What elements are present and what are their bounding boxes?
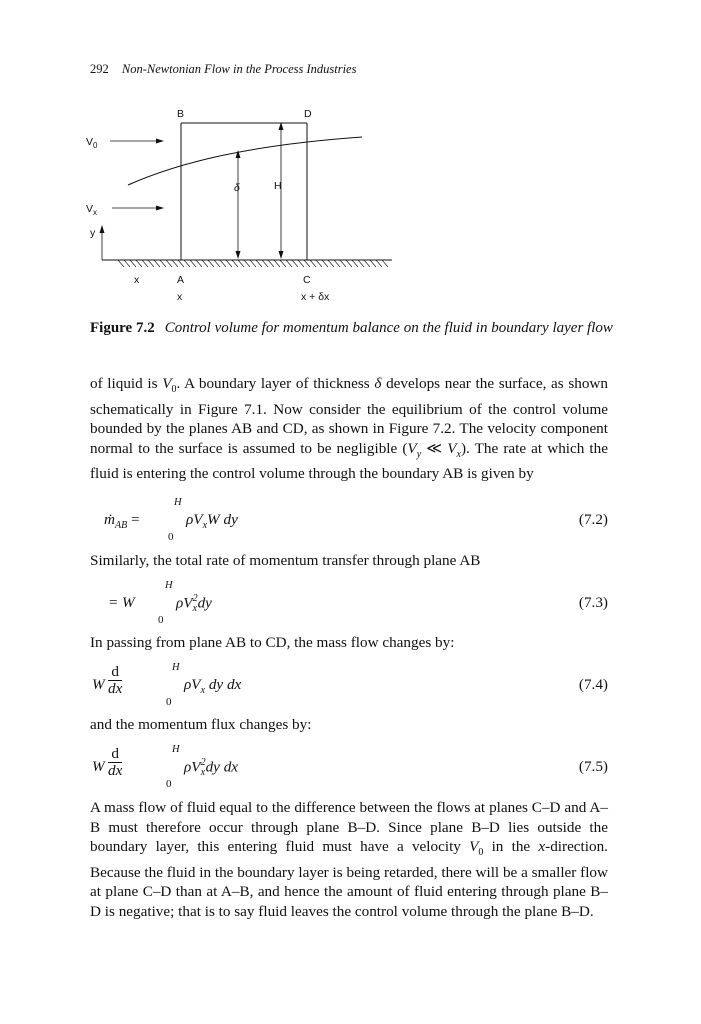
label-a: A bbox=[177, 274, 185, 286]
label-x-plus-dx: x + δx bbox=[301, 291, 330, 303]
label-y: y bbox=[90, 227, 96, 239]
label-delta: δ bbox=[234, 182, 240, 194]
label-v0: $V_0$ bbox=[86, 136, 98, 150]
equation-7-4: W $\frac{d}{dx}$ H 0 $\rho V_x$ dy dx (7.4) bbox=[92, 662, 608, 708]
figure-caption bbox=[90, 319, 615, 338]
page-number: 292 bbox=[90, 62, 109, 76]
figure-7-2 bbox=[80, 100, 400, 315]
book-title: Non-Newtonian Flow in the Process Industries bbox=[121, 62, 357, 76]
caption-label: Figure 7.2 bbox=[90, 320, 155, 336]
label-h: H bbox=[274, 180, 282, 192]
running-header bbox=[90, 62, 356, 77]
label-vx: $V_x$ bbox=[86, 203, 98, 217]
label-d: D bbox=[304, 108, 312, 120]
caption-text: Control volume for momentum balance on the fluid in boundary layer flow bbox=[164, 320, 613, 336]
surface-hatching bbox=[118, 260, 388, 267]
equation-7-3: = W H 0 ρV 2 x dy (7.3) bbox=[108, 580, 608, 626]
paragraph-3: In passing from plane AB to CD, the mass flow changes by: bbox=[90, 634, 455, 651]
paragraph-5: A mass flow of fluid equal to the difference between the flows at planes C–D and A–B must therefore occur through plane B–D. Since plane B–D lies outside the boundary layer, this entering fluid must have a velocity $V_0$ in the x-direction. Because the fluid in the boundary layer is being retarded, there will be a smaller flow at plane C–D than at A–B, and hence the amount of fluid entering through plane B–D is negative; that is to say fluid leaves the control volume through the plane B–D. bbox=[90, 799, 608, 920]
paragraph-4: and the momentum flux changes by: bbox=[90, 716, 312, 733]
equation-7-2: ṁ$_{AB}$ = H 0 $\rho V_xW$ dy (7.2) bbox=[104, 497, 608, 543]
paragraph-1: of liquid is $V_0$. A boundary layer of thickness δ develops near the surface, as shown schematically in Figure 7.1. Now consider the equilibrium of the control volume bounded by the planes AB and CD, as shown in Figure 7.2. The velocity component normal to the surface is assumed to be negligible ($V_y$ ≪ $V_x$). The rate at which the fluid is entering the control volume through the boundary AB is given by bbox=[90, 375, 608, 483]
equation-7-5: W $\frac{d}{dx}$ H 0 ρV 2 x dy dx (7.5) bbox=[92, 744, 608, 790]
control-volume-diagram bbox=[80, 100, 400, 315]
label-x-axis: x bbox=[134, 274, 140, 286]
label-x-pos: x bbox=[177, 291, 183, 303]
boundary-layer-edge bbox=[128, 137, 362, 185]
paragraph-2: Similarly, the total rate of momentum transfer through plane AB bbox=[90, 552, 481, 569]
label-b: B bbox=[177, 108, 185, 120]
label-c: C bbox=[303, 274, 311, 286]
